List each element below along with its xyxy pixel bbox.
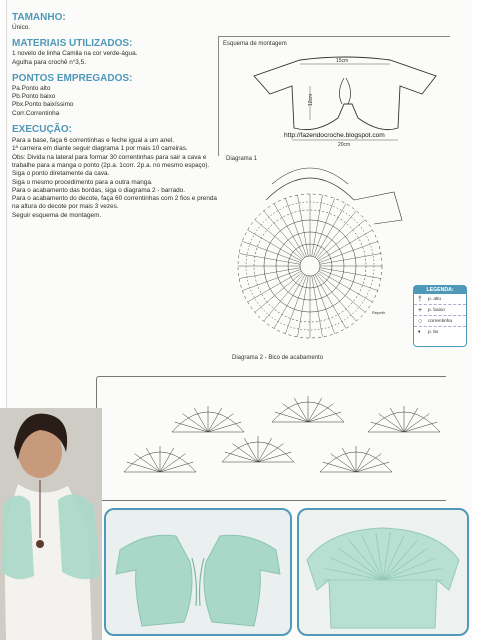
bolero-back-photo bbox=[297, 508, 469, 636]
legend-box bbox=[413, 285, 467, 347]
materiais-line: 1 novelo de linha Camila na cor verde-água. bbox=[12, 50, 138, 58]
measure-bottom: 20cm bbox=[338, 142, 351, 148]
execucao-paragraph: Seguir esquema de montagem. bbox=[12, 211, 102, 219]
pontos-line: Pb.Ponto baixo bbox=[12, 93, 56, 101]
section-title-pontos: PONTOS EMPREGADOS: bbox=[12, 72, 133, 84]
execucao-paragraph: Siga o ponto diretamente da cava. bbox=[12, 170, 110, 178]
legend-title: LEGENDA: bbox=[414, 286, 466, 294]
blog-url: http://fazendocroche.blogspot.com bbox=[284, 132, 385, 139]
section-title-tamanho: TAMANHO: bbox=[12, 12, 66, 23]
execucao-text bbox=[12, 137, 217, 220]
execucao-paragraph: Siga o mesmo procedimento para a outra manga. bbox=[12, 178, 153, 186]
legend-symbol: + bbox=[418, 306, 423, 314]
legend-item bbox=[414, 327, 466, 338]
schema-label: Esquema de montagem bbox=[223, 41, 287, 47]
execucao-paragraph: Para o acabamento das bordas, siga o diagrama 2 - barrado. bbox=[12, 186, 186, 194]
legend-label: p. baixo bbox=[428, 307, 445, 313]
bolero-back-illustration bbox=[299, 510, 467, 634]
execucao-paragraph: Para o acabamento do decote, faça 60 correntinhas com 2 fios e prenda na altura do decote por mais 3 vezes. bbox=[12, 195, 217, 211]
legend-symbol: • bbox=[418, 329, 421, 336]
diagram2-drawing bbox=[108, 372, 454, 492]
legend-item bbox=[414, 294, 466, 305]
model-photo bbox=[0, 408, 102, 640]
measure-top: 15cm bbox=[336, 58, 349, 64]
execucao-paragraph: Para a base, faça 6 correntinhas e feche igual a um anel. bbox=[12, 137, 174, 145]
section-title-execucao: EXECUÇÃO: bbox=[12, 124, 73, 136]
legend-label: correntinha bbox=[428, 318, 452, 324]
legend-item bbox=[414, 305, 466, 316]
legend-label: p. alto bbox=[428, 296, 442, 302]
model-illustration bbox=[0, 408, 102, 640]
diagram1-drawing bbox=[226, 160, 416, 360]
measure-side: 12cm bbox=[308, 93, 314, 106]
diagram1-label: Diagrama 1 bbox=[226, 156, 258, 162]
tamanho-line: Único. bbox=[12, 24, 31, 31]
diagram1-note: Repetir bbox=[372, 310, 385, 315]
pontos-line: Pa.Ponto alto bbox=[12, 84, 51, 92]
execucao-paragraph: Obs: Divida na lateral para formar 30 correntinhas para sair a cava e trabalhe para a manga o ponto (2p.a. 1corr. 2p.a. no mesmo espaço). bbox=[12, 153, 210, 169]
materiais-line: Agulha para crochê n°3,5. bbox=[12, 58, 86, 66]
pontos-line: Corr.Correntinha bbox=[12, 109, 60, 117]
legend-symbol: ○ bbox=[418, 317, 423, 325]
diagram2-label: Diagrama 2 - Bico de acabamento bbox=[232, 355, 324, 361]
pontos-line: Pbx.Ponto baixíssimo bbox=[12, 101, 74, 109]
legend-label: p. bx bbox=[428, 330, 439, 335]
section-title-materiais: MATERIAIS UTILIZADOS: bbox=[12, 38, 133, 50]
execucao-paragraph: 1ª carreira em diante seguir diagrama 1 por mais 10 carreiras. bbox=[12, 145, 188, 153]
bolero-flat-photo bbox=[104, 508, 292, 636]
instructions-column bbox=[12, 12, 217, 220]
legend-item bbox=[414, 316, 466, 327]
bolero-flat-illustration bbox=[106, 510, 290, 634]
legend-symbol: † bbox=[418, 295, 422, 303]
